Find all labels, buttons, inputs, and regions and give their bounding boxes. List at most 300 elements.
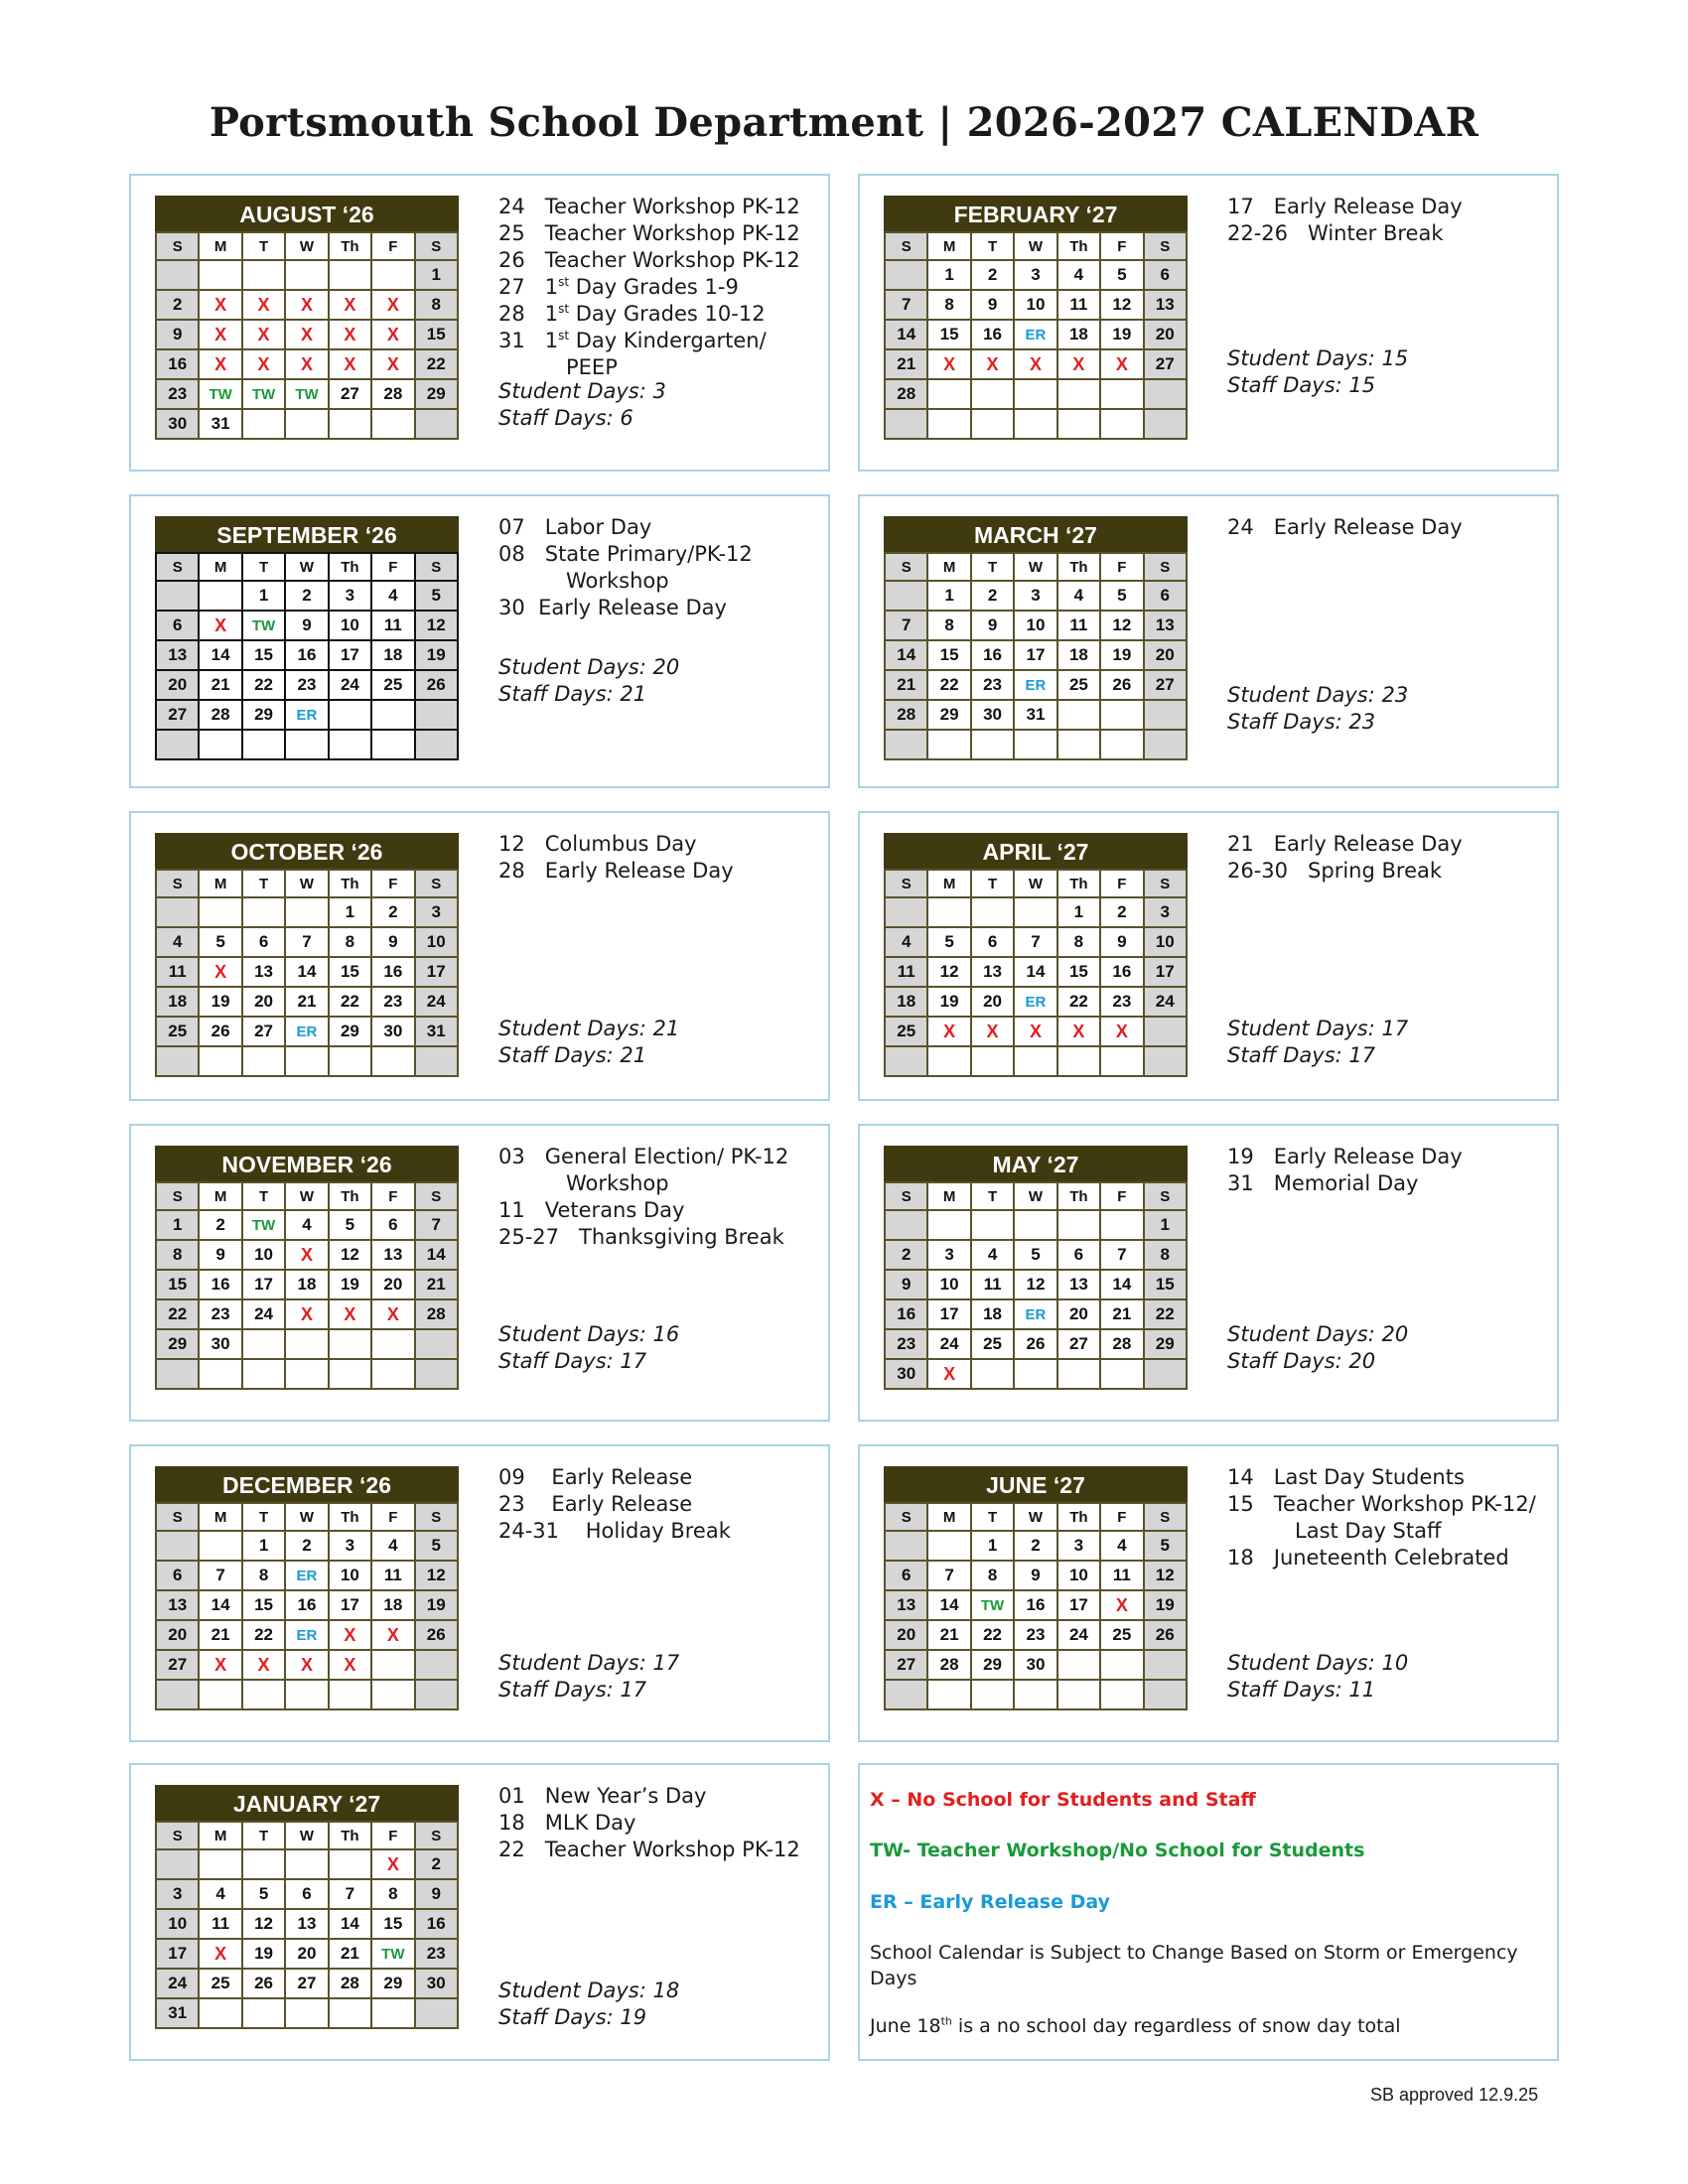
day-cell bbox=[1014, 1210, 1056, 1240]
week-row bbox=[885, 897, 1187, 927]
day-cell: 29 bbox=[971, 1650, 1014, 1680]
week-row bbox=[156, 1240, 458, 1270]
day-cell: 23 bbox=[1014, 1620, 1056, 1650]
weekday-header: F bbox=[1100, 553, 1143, 581]
day-cell bbox=[1144, 1359, 1187, 1389]
day-cell bbox=[242, 1680, 285, 1709]
day-cell: 6 bbox=[156, 1561, 199, 1590]
day-cell: 20 bbox=[1144, 640, 1187, 670]
day-cell: 4 bbox=[156, 927, 199, 957]
student-days: Student Days: 17 bbox=[1227, 1017, 1409, 1040]
day-cell: 8 bbox=[371, 1879, 414, 1909]
event-note: 26 Teacher Workshop PK-12 bbox=[498, 248, 800, 272]
day-cell: 6 bbox=[1144, 581, 1187, 611]
december-notes bbox=[498, 1464, 816, 1545]
day-cell: 12 bbox=[1100, 290, 1143, 320]
day-cell bbox=[156, 581, 199, 611]
day-cell: 20 bbox=[371, 1270, 414, 1299]
weekday-header: F bbox=[371, 1822, 414, 1849]
calendar-grid bbox=[155, 1821, 459, 2029]
day-cell bbox=[329, 1849, 371, 1879]
day-cell: 17 bbox=[156, 1939, 199, 1969]
day-cell bbox=[1057, 1046, 1100, 1076]
day-cell: X bbox=[329, 1299, 371, 1329]
day-cell: X bbox=[971, 349, 1014, 379]
weekday-header: T bbox=[971, 1182, 1014, 1210]
day-cell: 4 bbox=[371, 1531, 414, 1561]
day-cell: TW bbox=[285, 379, 328, 409]
day-cell: X bbox=[1057, 1017, 1100, 1046]
day-cell: 12 bbox=[242, 1909, 285, 1939]
day-cell bbox=[242, 897, 285, 927]
event-note: 11 Veterans Day bbox=[498, 1198, 685, 1222]
week-row bbox=[885, 1531, 1187, 1561]
day-cell: 31 bbox=[199, 409, 241, 439]
day-cell: 11 bbox=[885, 957, 927, 987]
day-cell: 4 bbox=[285, 1210, 328, 1240]
day-cell bbox=[971, 1046, 1014, 1076]
day-cell: 24 bbox=[329, 670, 371, 700]
weekday-header: Th bbox=[329, 553, 371, 581]
day-cell: 18 bbox=[285, 1270, 328, 1299]
week-row bbox=[156, 1561, 458, 1590]
week-row bbox=[885, 1299, 1187, 1329]
day-cell: 2 bbox=[971, 581, 1014, 611]
day-cell bbox=[371, 260, 414, 290]
day-cell bbox=[156, 1680, 199, 1709]
day-cell: 10 bbox=[927, 1270, 970, 1299]
day-cell: X bbox=[329, 320, 371, 349]
day-cell bbox=[1144, 379, 1187, 409]
day-cell bbox=[971, 409, 1014, 439]
june-panel bbox=[858, 1444, 1559, 1742]
day-cell bbox=[885, 1210, 927, 1240]
day-cell: 29 bbox=[242, 700, 285, 730]
day-cell: 26 bbox=[1014, 1329, 1056, 1359]
day-cell: 6 bbox=[371, 1210, 414, 1240]
month-header: JUNE ‘27 bbox=[884, 1466, 1188, 1502]
day-cell: 6 bbox=[1144, 260, 1187, 290]
staff-days: Staff Days: 17 bbox=[498, 1349, 647, 1373]
day-cell: X bbox=[285, 1299, 328, 1329]
legend-early-release: ER – Early Release Day bbox=[870, 1891, 1110, 1913]
day-cell: X bbox=[329, 290, 371, 320]
day-cell: 29 bbox=[371, 1969, 414, 1998]
day-cell bbox=[242, 1998, 285, 2028]
may-notes bbox=[1227, 1144, 1545, 1197]
day-cell: 15 bbox=[329, 957, 371, 987]
day-cell: 10 bbox=[1057, 1561, 1100, 1590]
april-panel bbox=[858, 811, 1559, 1101]
day-cell: 12 bbox=[1014, 1270, 1056, 1299]
week-row bbox=[885, 290, 1187, 320]
day-cell: 14 bbox=[927, 1590, 970, 1620]
month-header: MAY ‘27 bbox=[884, 1146, 1188, 1181]
week-row bbox=[885, 1017, 1187, 1046]
day-cell: 9 bbox=[371, 927, 414, 957]
weekday-header: S bbox=[156, 232, 199, 260]
staff-days: Staff Days: 11 bbox=[1227, 1678, 1376, 1702]
day-cell: 15 bbox=[1057, 957, 1100, 987]
day-cell: 1 bbox=[927, 581, 970, 611]
weekday-header: T bbox=[242, 1182, 285, 1210]
weekday-header: F bbox=[371, 870, 414, 897]
day-cell bbox=[1144, 1017, 1187, 1046]
day-cell: 22 bbox=[1057, 987, 1100, 1017]
april-calendar bbox=[884, 833, 1188, 1077]
day-cell: 25 bbox=[885, 1017, 927, 1046]
event-note: 12 Columbus Day bbox=[498, 832, 697, 856]
day-cell: 25 bbox=[371, 670, 414, 700]
day-cell: 1 bbox=[329, 897, 371, 927]
weekday-header: Th bbox=[1057, 1503, 1100, 1531]
week-row bbox=[156, 1650, 458, 1680]
day-cell: 10 bbox=[329, 1561, 371, 1590]
staff-days: Staff Days: 23 bbox=[1227, 710, 1376, 734]
day-cell: 16 bbox=[971, 320, 1014, 349]
day-cell: 30 bbox=[415, 1969, 458, 1998]
november-panel bbox=[129, 1124, 830, 1422]
day-cell bbox=[971, 730, 1014, 759]
day-cell: 18 bbox=[1057, 640, 1100, 670]
february-panel bbox=[858, 174, 1559, 472]
weekday-header: F bbox=[1100, 1182, 1143, 1210]
day-cell bbox=[1144, 1650, 1187, 1680]
day-cell bbox=[1100, 1650, 1143, 1680]
week-row bbox=[885, 987, 1187, 1017]
day-cell: X bbox=[199, 349, 241, 379]
weekday-header: S bbox=[415, 1503, 458, 1531]
day-cell bbox=[1100, 1680, 1143, 1709]
day-cell bbox=[329, 1329, 371, 1359]
weekday-header: T bbox=[971, 870, 1014, 897]
day-cell bbox=[1014, 379, 1056, 409]
day-cell bbox=[1014, 897, 1056, 927]
week-row bbox=[156, 1849, 458, 1879]
event-note: 14 Last Day Students bbox=[1227, 1465, 1465, 1489]
weekday-header: M bbox=[199, 870, 241, 897]
day-cell: 17 bbox=[415, 957, 458, 987]
day-cell: 15 bbox=[156, 1270, 199, 1299]
day-cell: 17 bbox=[1014, 640, 1056, 670]
staff-days: Staff Days: 17 bbox=[1227, 1043, 1376, 1067]
day-cell: X bbox=[329, 1620, 371, 1650]
calendar-grid bbox=[884, 231, 1188, 440]
day-cell bbox=[885, 260, 927, 290]
weekday-header: S bbox=[1144, 553, 1187, 581]
day-cell bbox=[415, 1650, 458, 1680]
day-cell: 24 bbox=[927, 1329, 970, 1359]
event-note: 18 MLK Day bbox=[498, 1811, 636, 1835]
day-cell bbox=[285, 1359, 328, 1389]
day-cell: 14 bbox=[199, 640, 241, 670]
week-row bbox=[156, 1299, 458, 1329]
day-cell: 19 bbox=[1144, 1590, 1187, 1620]
weekday-header: W bbox=[1014, 1182, 1056, 1210]
day-cell bbox=[1057, 409, 1100, 439]
day-cell bbox=[1100, 1210, 1143, 1240]
day-cell bbox=[156, 897, 199, 927]
day-cell bbox=[329, 409, 371, 439]
day-cell: X bbox=[1014, 1017, 1056, 1046]
calendar-grid bbox=[155, 869, 459, 1077]
day-cell: 27 bbox=[1144, 670, 1187, 700]
january-calendar bbox=[155, 1785, 459, 2029]
day-cell: 2 bbox=[371, 897, 414, 927]
week-row bbox=[156, 730, 458, 759]
day-cell: 21 bbox=[199, 1620, 241, 1650]
event-note: 31 1st Day Kindergarten/ bbox=[498, 329, 767, 352]
student-days: Student Days: 10 bbox=[1227, 1651, 1409, 1675]
day-cell: X bbox=[371, 320, 414, 349]
day-cell: 21 bbox=[885, 670, 927, 700]
day-cell: 14 bbox=[1100, 1270, 1143, 1299]
day-cell: 26 bbox=[1144, 1620, 1187, 1650]
day-cell: 17 bbox=[1144, 957, 1187, 987]
weekday-header: M bbox=[927, 870, 970, 897]
week-row bbox=[885, 1210, 1187, 1240]
day-cell bbox=[242, 1849, 285, 1879]
day-cell bbox=[927, 1680, 970, 1709]
day-cell: 2 bbox=[1100, 897, 1143, 927]
weekday-header: W bbox=[285, 232, 328, 260]
day-cell: 28 bbox=[885, 379, 927, 409]
day-cell: 7 bbox=[199, 1561, 241, 1590]
event-note: Workshop bbox=[566, 1171, 669, 1195]
day-cell: 22 bbox=[156, 1299, 199, 1329]
day-cell: 20 bbox=[156, 1620, 199, 1650]
day-cell: 27 bbox=[1144, 349, 1187, 379]
month-header: AUGUST ‘26 bbox=[155, 196, 459, 231]
day-cell: 26 bbox=[415, 670, 458, 700]
day-cell: 21 bbox=[199, 670, 241, 700]
day-cell: 10 bbox=[242, 1240, 285, 1270]
day-cell bbox=[371, 700, 414, 730]
day-cell: X bbox=[1014, 349, 1056, 379]
day-cell: 13 bbox=[885, 1590, 927, 1620]
day-cell: 28 bbox=[927, 1650, 970, 1680]
day-cell bbox=[1057, 379, 1100, 409]
weekday-header: S bbox=[156, 1822, 199, 1849]
day-cell bbox=[1057, 1359, 1100, 1389]
day-cell: 15 bbox=[242, 1590, 285, 1620]
student-days: Student Days: 21 bbox=[498, 1017, 680, 1040]
day-cell: 19 bbox=[329, 1270, 371, 1299]
day-cell bbox=[371, 1329, 414, 1359]
october-panel bbox=[129, 811, 830, 1101]
day-cell: X bbox=[199, 1650, 241, 1680]
day-cell: 29 bbox=[415, 379, 458, 409]
event-note: 01 New Year’s Day bbox=[498, 1784, 707, 1808]
day-cell: 2 bbox=[156, 290, 199, 320]
day-cell: 11 bbox=[371, 611, 414, 640]
day-cell: 6 bbox=[885, 1561, 927, 1590]
day-cell: 24 bbox=[1144, 987, 1187, 1017]
calendar-grid bbox=[884, 1502, 1188, 1710]
week-row bbox=[156, 670, 458, 700]
day-cell: 21 bbox=[927, 1620, 970, 1650]
week-row bbox=[156, 957, 458, 987]
day-cell bbox=[371, 409, 414, 439]
week-row bbox=[885, 957, 1187, 987]
day-cell: 4 bbox=[885, 927, 927, 957]
day-cell: 17 bbox=[927, 1299, 970, 1329]
day-cell bbox=[156, 1359, 199, 1389]
day-cell: 8 bbox=[242, 1561, 285, 1590]
day-cell: X bbox=[199, 611, 241, 640]
day-cell: 5 bbox=[329, 1210, 371, 1240]
day-cell: TW bbox=[242, 611, 285, 640]
day-cell: 2 bbox=[285, 581, 328, 611]
day-cell bbox=[242, 1329, 285, 1359]
december-day-counts bbox=[498, 1650, 816, 1704]
day-cell: ER bbox=[1014, 1299, 1056, 1329]
week-row bbox=[885, 409, 1187, 439]
event-note: 25 Teacher Workshop PK-12 bbox=[498, 221, 800, 245]
day-cell: ER bbox=[285, 1561, 328, 1590]
day-cell bbox=[371, 730, 414, 759]
day-cell bbox=[242, 1359, 285, 1389]
day-cell: 30 bbox=[371, 1017, 414, 1046]
day-cell: 26 bbox=[415, 1620, 458, 1650]
day-cell: 15 bbox=[1144, 1270, 1187, 1299]
student-days: Student Days: 16 bbox=[498, 1322, 680, 1346]
day-cell: 30 bbox=[199, 1329, 241, 1359]
day-cell bbox=[156, 730, 199, 759]
day-cell: 6 bbox=[971, 927, 1014, 957]
day-cell: 15 bbox=[927, 320, 970, 349]
day-cell bbox=[242, 730, 285, 759]
day-cell: 8 bbox=[1144, 1240, 1187, 1270]
day-cell: 8 bbox=[415, 290, 458, 320]
day-cell: 23 bbox=[199, 1299, 241, 1329]
weekday-header: W bbox=[1014, 1503, 1056, 1531]
day-cell: 5 bbox=[415, 581, 458, 611]
day-cell bbox=[885, 730, 927, 759]
day-cell: X bbox=[329, 349, 371, 379]
week-row bbox=[156, 700, 458, 730]
february-calendar bbox=[884, 196, 1188, 440]
day-cell: X bbox=[242, 1650, 285, 1680]
weekday-header: T bbox=[242, 870, 285, 897]
weekday-header: T bbox=[242, 1503, 285, 1531]
weekday-header: M bbox=[927, 553, 970, 581]
day-cell: 30 bbox=[156, 409, 199, 439]
weekday-header: W bbox=[285, 1822, 328, 1849]
day-cell: 8 bbox=[329, 927, 371, 957]
day-cell: 26 bbox=[199, 1017, 241, 1046]
february-notes bbox=[1227, 194, 1545, 247]
day-cell: 3 bbox=[329, 581, 371, 611]
day-cell bbox=[285, 409, 328, 439]
weekday-header: F bbox=[371, 553, 414, 581]
day-cell: 1 bbox=[927, 260, 970, 290]
week-row bbox=[156, 581, 458, 611]
day-cell: 7 bbox=[1100, 1240, 1143, 1270]
weekday-header: F bbox=[371, 232, 414, 260]
day-cell: 25 bbox=[156, 1017, 199, 1046]
event-note: 30 Early Release Day bbox=[498, 596, 727, 619]
day-cell: 16 bbox=[285, 1590, 328, 1620]
day-cell: 9 bbox=[1100, 927, 1143, 957]
september-day-counts bbox=[498, 654, 816, 708]
day-cell: 16 bbox=[371, 957, 414, 987]
week-row bbox=[156, 1046, 458, 1076]
calendar-grid bbox=[884, 869, 1188, 1077]
day-cell: X bbox=[285, 349, 328, 379]
weekday-header: W bbox=[285, 1503, 328, 1531]
june-calendar bbox=[884, 1466, 1188, 1710]
day-cell: 2 bbox=[971, 260, 1014, 290]
weekday-header: F bbox=[371, 1503, 414, 1531]
day-cell bbox=[285, 1329, 328, 1359]
day-cell: 5 bbox=[1100, 581, 1143, 611]
day-cell: 5 bbox=[242, 1879, 285, 1909]
week-row bbox=[156, 897, 458, 927]
staff-days: Staff Days: 21 bbox=[498, 682, 647, 706]
day-cell: 7 bbox=[927, 1561, 970, 1590]
weekday-header: T bbox=[242, 553, 285, 581]
staff-days: Staff Days: 15 bbox=[1227, 373, 1376, 397]
week-row bbox=[156, 927, 458, 957]
day-cell: 13 bbox=[285, 1909, 328, 1939]
day-cell bbox=[971, 897, 1014, 927]
day-cell: X bbox=[285, 320, 328, 349]
day-cell bbox=[1144, 700, 1187, 730]
day-cell bbox=[285, 1046, 328, 1076]
day-cell: 3 bbox=[415, 897, 458, 927]
day-cell bbox=[1014, 1680, 1056, 1709]
day-cell bbox=[1014, 1359, 1056, 1389]
weekday-header: T bbox=[971, 232, 1014, 260]
day-cell: 22 bbox=[971, 1620, 1014, 1650]
month-header: OCTOBER ‘26 bbox=[155, 833, 459, 869]
day-cell: X bbox=[927, 1359, 970, 1389]
day-cell: 13 bbox=[156, 1590, 199, 1620]
day-cell: 28 bbox=[415, 1299, 458, 1329]
event-note: 25-27 Thanksgiving Break bbox=[498, 1225, 784, 1249]
day-cell: X bbox=[285, 290, 328, 320]
day-cell: 21 bbox=[1100, 1299, 1143, 1329]
day-cell bbox=[371, 1359, 414, 1389]
event-note: 24 Teacher Workshop PK-12 bbox=[498, 195, 800, 218]
month-header: FEBRUARY ‘27 bbox=[884, 196, 1188, 231]
weekday-header: Th bbox=[329, 1822, 371, 1849]
day-cell: 2 bbox=[1014, 1531, 1056, 1561]
day-cell: 14 bbox=[415, 1240, 458, 1270]
day-cell: 21 bbox=[329, 1939, 371, 1969]
day-cell: 11 bbox=[971, 1270, 1014, 1299]
weekday-header: M bbox=[927, 1503, 970, 1531]
day-cell: 20 bbox=[885, 1620, 927, 1650]
weekday-header: S bbox=[156, 870, 199, 897]
week-row bbox=[885, 379, 1187, 409]
day-cell: 8 bbox=[927, 611, 970, 640]
day-cell: 10 bbox=[329, 611, 371, 640]
event-note: Workshop bbox=[566, 569, 669, 593]
november-day-counts bbox=[498, 1321, 816, 1375]
day-cell bbox=[199, 1998, 241, 2028]
event-note: 07 Labor Day bbox=[498, 515, 652, 539]
day-cell: 1 bbox=[1144, 1210, 1187, 1240]
day-cell: X bbox=[1100, 349, 1143, 379]
day-cell: 21 bbox=[415, 1270, 458, 1299]
event-note: 21 Early Release Day bbox=[1227, 832, 1463, 856]
day-cell: 29 bbox=[329, 1017, 371, 1046]
day-cell bbox=[415, 730, 458, 759]
day-cell: 25 bbox=[199, 1969, 241, 1998]
day-cell: 14 bbox=[285, 957, 328, 987]
